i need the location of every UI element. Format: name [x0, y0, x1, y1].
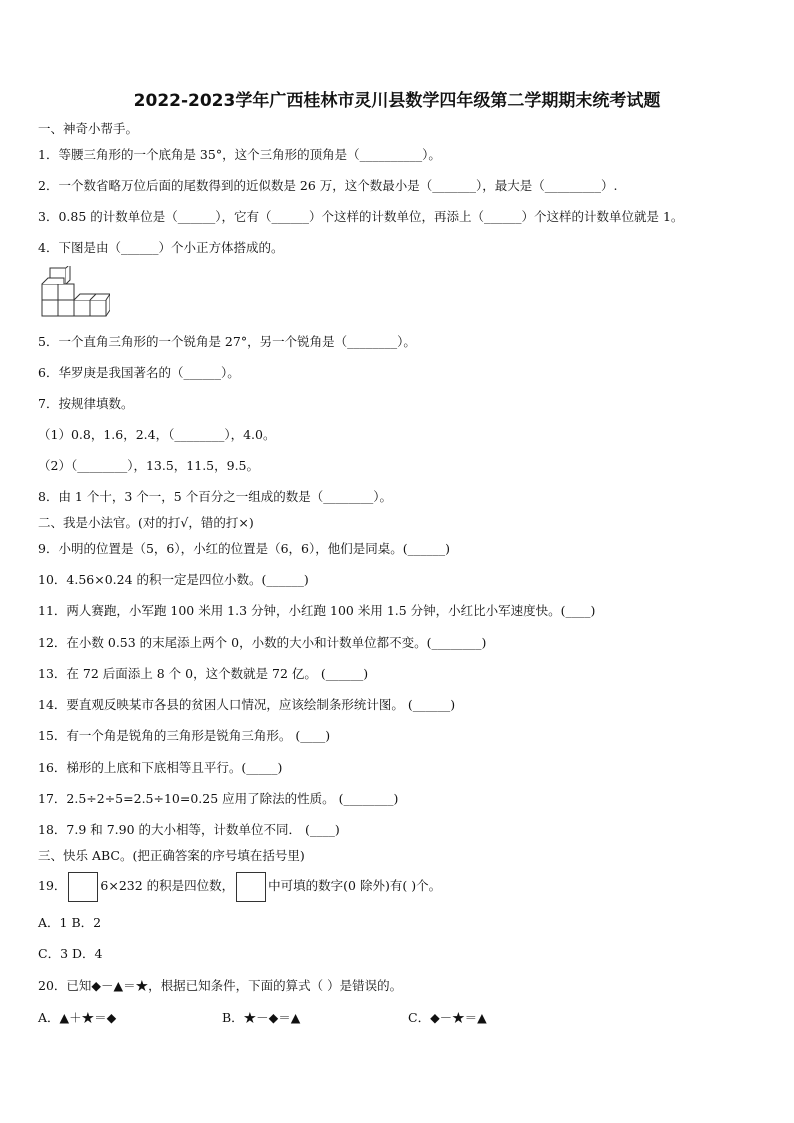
question-11: 11．两人赛跑，小军跑 100 米用 1.3 分钟，小红跑 100 米用 1.5 分钟，小红比小军速度快。(____): [38, 603, 596, 618]
question-9: 9．小明的位置是（5，6），小红的位置是（6，6），他们是同桌。(______): [38, 541, 451, 556]
question-19-options-ab: A．1 B．2: [38, 915, 102, 930]
section-2-heading: 二、我是小法官。(对的打√，错的打×): [38, 515, 254, 530]
question-16: 16．梯形的上底和下底相等且平行。(_____): [38, 760, 283, 775]
question-20-option-c: C．◆－★＝▲: [408, 1010, 487, 1025]
question-19-number: 19．: [38, 878, 67, 893]
question-17: 17．2.5÷2÷5=2.5÷10=0.25 应用了除法的性质。 (________): [38, 791, 399, 806]
question-18: 18．7.9 和 7.90 的大小相等，计数单位不同． (____): [38, 822, 340, 837]
question-13: 13．在 72 后面添上 8 个 0，这个数就是 72 亿。 (______): [38, 666, 369, 681]
question-7-part-2: （2）（________），13.5，11.5，9.5。: [38, 458, 259, 473]
question-7-part-1: （1）0.8，1.6，2.4，（________），4.0。: [38, 427, 276, 442]
question-14: 14．要直观反映某市各县的贫困人口情况，应该绘制条形统计图。 (______): [38, 697, 456, 712]
section-1-heading: 一、神奇小帮手。: [38, 121, 139, 136]
cube-stack-figure: [40, 266, 110, 322]
question-2: 2．一个数省略万位后面的尾数得到的近似数是 26 万，这个数最小是（_______），最大是（_________）.: [38, 178, 618, 193]
question-10: 10．4.56×0.24 的积一定是四位小数。(______): [38, 572, 309, 587]
question-3: 3．0.85 的计数单位是（______），它有（______）个这样的计数单位，再添上（______）个这样的计数单位就是 1。: [38, 209, 684, 224]
question-20-option-b: B．★－◆＝▲: [222, 1010, 301, 1025]
question-4: 4．下图是由（______）个小正方体搭成的。: [38, 240, 284, 255]
question-12: 12．在小数 0.53 的末尾添上两个 0，小数的大小和计数单位都不变。(________): [38, 635, 487, 650]
question-8: 8．由 1 个十，3 个一，5 个百分之一组成的数是（________）。: [38, 489, 392, 504]
question-20: 20．已知◆－▲＝★，根据已知条件，下面的算式（ ）是错误的。: [38, 978, 403, 993]
question-19: [38, 871, 441, 902]
question-19-text-1: 6×232 的积是四位数，: [100, 878, 235, 893]
question-5: 5．一个直角三角形的一个锐角是 27°，另一个锐角是（________）。: [38, 334, 416, 349]
blank-box: [68, 872, 98, 902]
question-7: 7．按规律填数。: [38, 396, 134, 411]
question-19-text-2: 中可填的数字(0 除外)有( )个。: [268, 878, 442, 893]
page-title: 2022-2023学年广西桂林市灵川县数学四年级第二学期期末统考试题: [133, 91, 661, 111]
question-20-option-a: A．▲＋★＝◆: [38, 1010, 117, 1025]
blank-box: [236, 872, 266, 902]
question-6: 6．华罗庚是我国著名的（______）。: [38, 365, 240, 380]
question-15: 15．有一个角是锐角的三角形是锐角三角形。 (____): [38, 728, 331, 743]
question-19-options-cd: C．3 D．4: [38, 946, 103, 961]
section-3-heading: 三、快乐 ABC。(把正确答案的序号填在括号里): [38, 848, 305, 863]
question-1: 1．等腰三角形的一个底角是 35°，这个三角形的顶角是（__________）。: [38, 147, 441, 162]
